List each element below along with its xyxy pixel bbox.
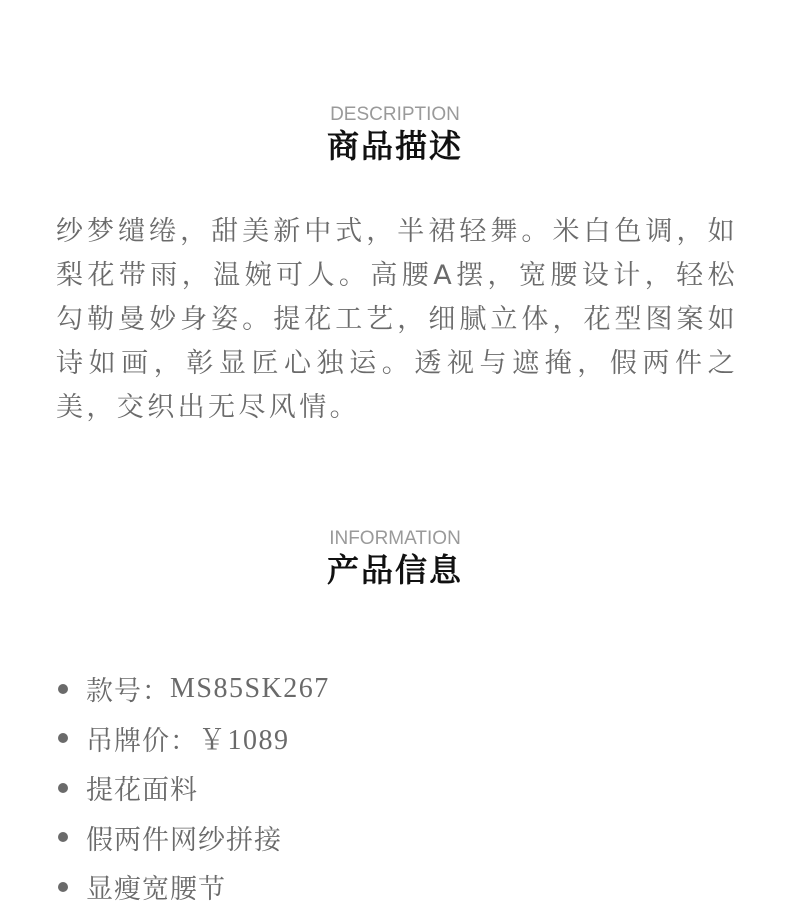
list-item-fabric (58, 763, 330, 813)
description-text: 纱梦缱绻，甜美新中式，半裙轻舞。米白色调，如梨花带雨，温婉可人。高腰A摆，宽腰设计，轻松勾勒曼妙身姿。提花工艺，细腻立体，花型图案如诗如画，彰显匠心独运。透视与遮掩，假两件之美，交织出无尽风情。 (56, 216, 738, 423)
info-label: 假两件网纱拼接 (86, 824, 282, 856)
list-item-tag-price (58, 714, 330, 764)
bullet-icon (58, 684, 68, 694)
description-title: 商品描述 (326, 127, 463, 165)
description-header (0, 104, 790, 166)
info-label: 显瘦宽腰节 (86, 874, 226, 906)
bullet-icon (58, 733, 68, 743)
info-label: 吊牌价： (86, 725, 198, 757)
info-value: MS85SK267 (170, 672, 330, 704)
information-header (0, 528, 790, 590)
info-value: ￥1089 (198, 725, 290, 757)
list-item-waist (58, 862, 330, 912)
info-label: 提花面料 (86, 775, 198, 807)
description-eyebrow: DESCRIPTION (330, 104, 460, 125)
information-eyebrow: INFORMATION (329, 528, 461, 549)
product-info-list (58, 664, 330, 912)
bullet-icon (58, 783, 68, 793)
bullet-icon (58, 882, 68, 892)
list-item-style-number (58, 664, 330, 714)
info-label: 款号： (86, 676, 170, 708)
list-item-mesh-panel (58, 813, 330, 863)
bullet-icon (58, 832, 68, 842)
information-title: 产品信息 (326, 551, 463, 589)
